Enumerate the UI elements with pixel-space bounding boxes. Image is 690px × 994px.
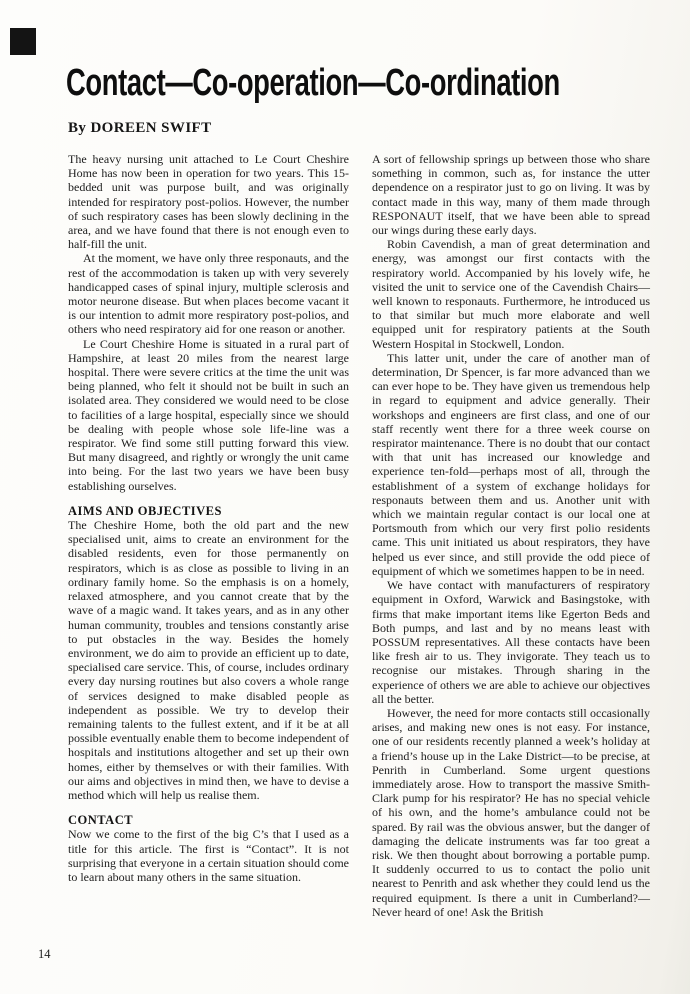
right-column — [372, 152, 650, 919]
paragraph-intro: The heavy nursing unit attached to Le Court Cheshire Home has now been in operation for two years. This 15-bedded unit was purpose built, and was originally intended for respiratory post-polios. However, the number of such respiratory cases has been slowly declining in the area, and we have found that there is not enough even to half-fill the unit. — [68, 152, 349, 252]
paragraph-lecourt: Le Court Cheshire Home is situated in a rural part of Hampshire, at least 20 miles from the nearest large hospital. There were severe critics at the time the unit was being planned, who felt it should not be built in such an isolated area. They considered we would need to be close to facilities of a large hospital, especially since we should be dealing with people whose sole life-line was a respirator. We find some still putting forward this view. But many disagreed, and rightly or wrongly the unit came into being. For the last two years we have been busy establishing ourselves. — [68, 336, 349, 493]
paragraph-moment: At the moment, we have only three responauts, and the rest of the accommodation is taken up with very severely handicapped cases of spinal injury, multiple sclerosis and motor neurone disease. But when places become vacant it is our intention to admit more respiratory post-polios, and others who need respiratory aid for one reason or another. — [68, 251, 349, 337]
section-heading-aims-and-objectives: AIMS AND OBJECTIVES — [68, 503, 222, 518]
paragraph-spencer: This latter unit, under the care of another man of determination, Dr Spencer, is far more advanced than we can ever hope to be. They have given us tremendous help in regard to equipment and advice generally. Their workshops and engineers are first class, and one of our staff recently went there for a three week course on respirator maintenance. There is no doubt that our contact with that unit has increased our knowledge and experience ten-fold—perhaps most of all, through the establishment of a system of exchange holidays for responauts between them and us. Another unit with which we maintain regular contact is our local one at Portsmouth from which our very first polio residents came. This unit initiated us about respirators, they have helped us ever since, and still provide the odd piece of equipment of which we sometimes happen to be in need. — [372, 350, 650, 578]
paragraph-contact: Now we come to the first of the big C’s that I used as a title for this article. The first is “Contact”. It is not surprising that everyone in a certain situation should come to learn about many others in the same situation. — [68, 827, 349, 884]
paragraph-manufacturers: We have contact with manufacturers of respiratory equipment in Oxford, Warwick and Basingstoke, with firms that make important items like Egerton Beds and Both pumps, and last and by no means least with POSSUM representatives. All these contacts have been like fresh air to us. They invigorate. They teach us to recognise our mistakes. Through sharing in the experience of others we are able to achieve our objectives all the better. — [372, 578, 650, 706]
article-byline: By DOREEN SWIFT — [68, 120, 212, 136]
paragraph-cavendish: Robin Cavendish, a man of great determination and energy, was amongst our first contacts with the respiratory world. Accompanied by his lovely wife, he visited the unit to service one of the Cavendish Chairs—well known to responauts. Furthermore, he introduced us to that similar but much more elaborate and well equipped unit for respiratory patients at the South Western Hospital in Stockwell, London. — [372, 237, 650, 351]
paragraph-fellowship: A sort of fellowship springs up between those who share something in common, such as, for instance the utter dependence on a respirator just to go on living. It was by contact made in this way, many of them made through RESPONAUT itself, that we have been able to spread our wings during these early days. — [372, 152, 650, 238]
left-column — [68, 152, 349, 884]
page-number: 14 — [38, 947, 51, 961]
section-heading-contact: CONTACT — [68, 813, 134, 828]
paragraph-penrith: However, the need for more contacts still occasionally arises, and making new ones is not easy. For instance, one of our residents recently planned a week’s holiday at a friend’s house up in the Lake District—to be precise, at Penrith in Cumberland. Some urgent questions immediately arose. How to transport the massive Smith-Clark pump for his respirator? He has no special vehicle of his own, and the home’s ambulance could not be spared. By rail was the obvious answer, but the danger of damaging the delicate instruments was far too great a risk. We then thought about borrowing a portable pump. It suddenly occurred to us to contact the polio unit nearest to Penrith and ask whether they could lend us the required equipment. Is there a unit in Cumberland?—Never heard of one! Ask the British — [372, 705, 650, 919]
article-title: Contact—Co-operation—Co-ordination — [66, 62, 560, 104]
paragraph-aims: The Cheshire Home, both the old part and the new specialised unit, aims to create an environment for the disabled residents, even for those permanently on respirators, which is as close as possible to living in an ordinary family home. So the emphasis is on a homely, relaxed atmosphere, and you cannot create that by the wave of a magic wand. It takes years, and as in any other human community, troubles and tensions constantly arise to put obstacles in the way. Besides the homely environment, we do aim to provide an efficient up to date, specialised care service. This, of course, includes ordinary every day nursing routines but also covers a whole range of services designed to make disabled people as independent as possible. We try to develop their remaining talents to the fullest extent, and if it be at all possible eventually enable them to become independent of hospitals and institutions altogether and set up their own homes, either by themselves or with their families. With our aims and objectives in mind then, we have to devise a method which will help us realise them. — [68, 518, 349, 802]
page-marker-square — [10, 28, 36, 55]
